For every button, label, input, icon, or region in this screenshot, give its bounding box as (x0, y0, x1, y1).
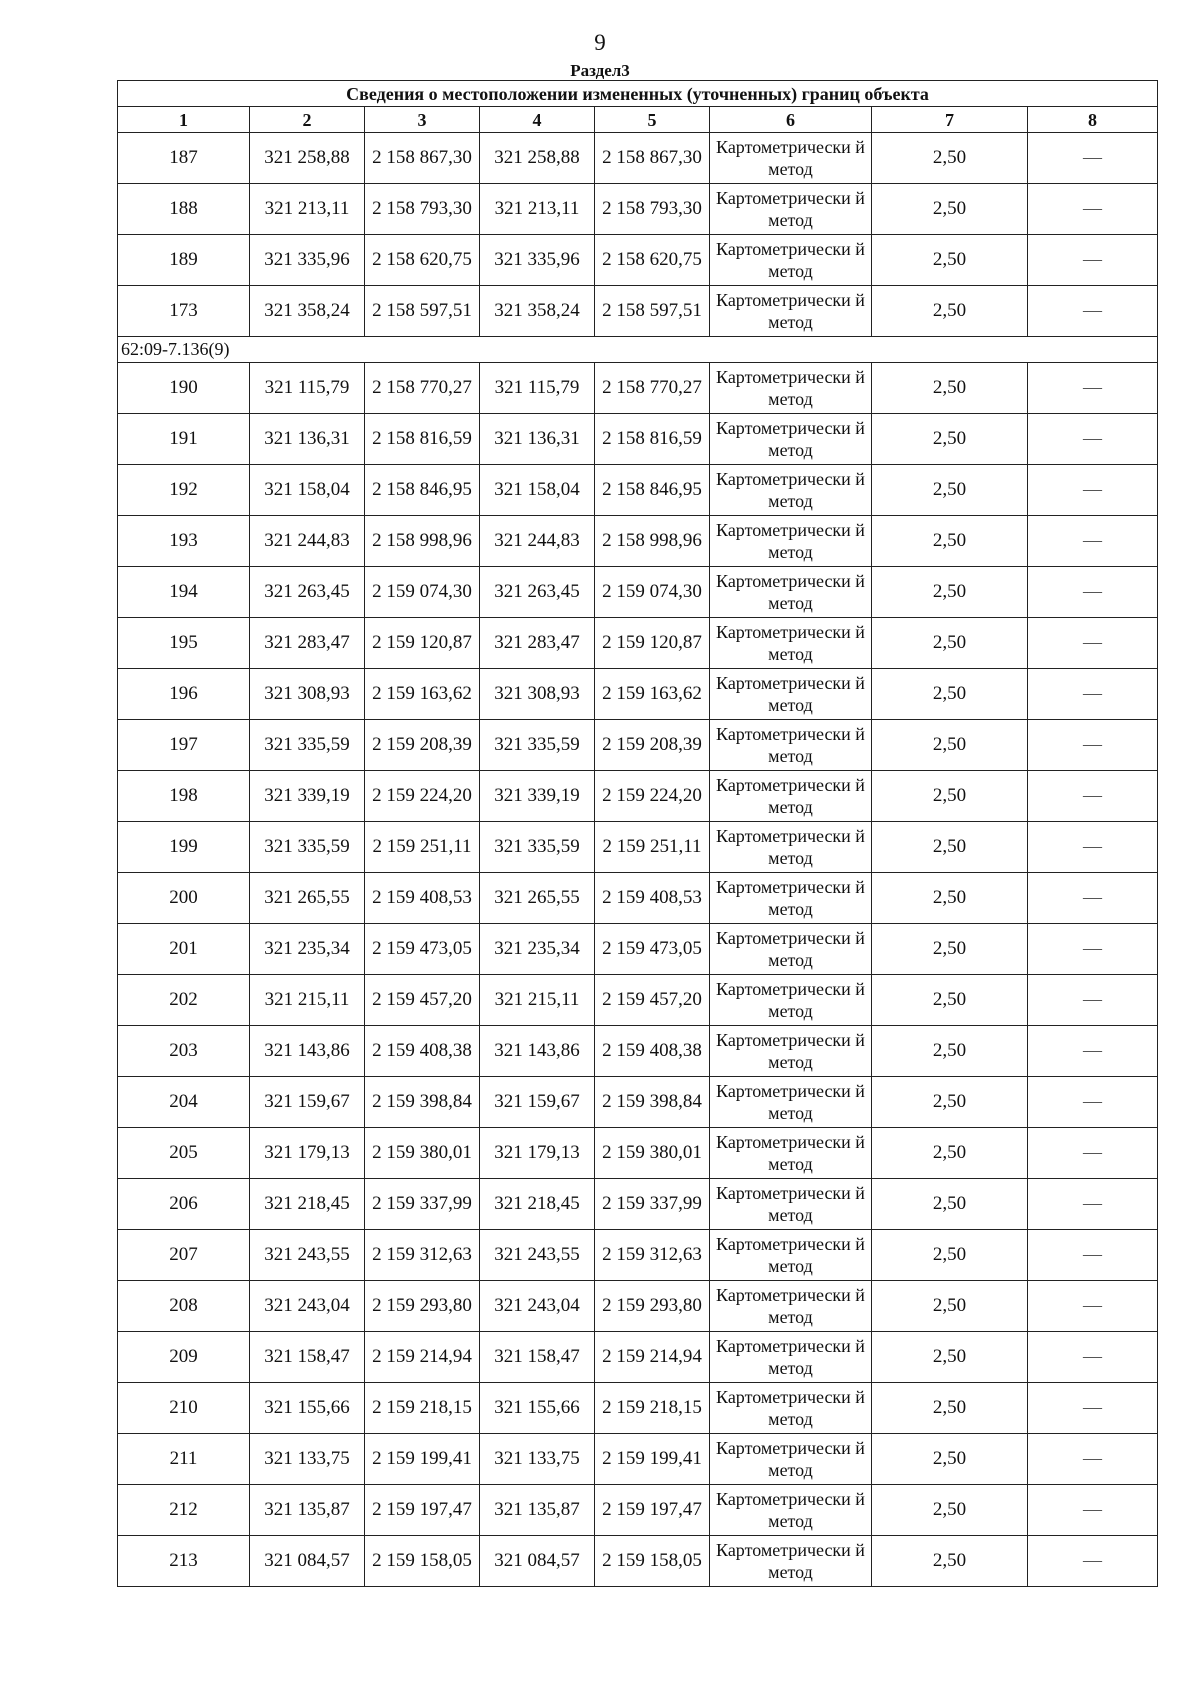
y-new-cell: 2 159 380,01 (595, 1128, 710, 1179)
y-old-cell: 2 159 074,30 (365, 567, 480, 618)
table-row (118, 873, 1158, 924)
accuracy-cell: 2,50 (872, 465, 1028, 516)
y-new-cell: 2 158 770,27 (595, 363, 710, 414)
note-cell: — (1028, 1077, 1158, 1128)
note-cell: — (1028, 1230, 1158, 1281)
note-cell: — (1028, 567, 1158, 618)
accuracy-cell: 2,50 (872, 1077, 1028, 1128)
y-old-cell: 2 158 816,59 (365, 414, 480, 465)
y-new-cell: 2 159 199,41 (595, 1434, 710, 1485)
accuracy-cell: 2,50 (872, 1281, 1028, 1332)
method-cell: Картометрически й метод (710, 516, 872, 567)
y-old-cell: 2 158 620,75 (365, 235, 480, 286)
x-old-cell: 321 235,34 (250, 924, 365, 975)
accuracy-cell: 2,50 (872, 414, 1028, 465)
x-new-cell: 321 335,59 (480, 720, 595, 771)
y-new-cell: 2 159 312,63 (595, 1230, 710, 1281)
method-cell: Картометрически й метод (710, 1332, 872, 1383)
column-number-4: 4 (480, 107, 595, 133)
note-cell: — (1028, 363, 1158, 414)
x-old-cell: 321 263,45 (250, 567, 365, 618)
y-new-cell: 2 159 218,15 (595, 1383, 710, 1434)
point-number-cell: 199 (118, 822, 250, 873)
method-cell: Картометрически й метод (710, 924, 872, 975)
x-old-cell: 321 215,11 (250, 975, 365, 1026)
table-row (118, 235, 1158, 286)
accuracy-cell: 2,50 (872, 1128, 1028, 1179)
x-new-cell: 321 335,96 (480, 235, 595, 286)
note-cell: — (1028, 133, 1158, 184)
method-cell: Картометрически й метод (710, 1179, 872, 1230)
x-new-cell: 321 155,66 (480, 1383, 595, 1434)
group-label: 62:09-7.136(9) (118, 337, 1158, 363)
method-cell: Картометрически й метод (710, 771, 872, 822)
point-number-cell: 201 (118, 924, 250, 975)
y-new-cell: 2 159 163,62 (595, 669, 710, 720)
y-old-cell: 2 159 224,20 (365, 771, 480, 822)
x-old-cell: 321 335,59 (250, 720, 365, 771)
note-cell: — (1028, 924, 1158, 975)
table-caption-row (118, 81, 1158, 107)
y-old-cell: 2 159 214,94 (365, 1332, 480, 1383)
method-cell: Картометрически й метод (710, 465, 872, 516)
table-row (118, 465, 1158, 516)
x-new-cell: 321 243,04 (480, 1281, 595, 1332)
table-row (118, 669, 1158, 720)
point-number-cell: 205 (118, 1128, 250, 1179)
method-cell: Картометрически й метод (710, 235, 872, 286)
x-new-cell: 321 308,93 (480, 669, 595, 720)
boundary-coordinates-table (117, 80, 1158, 1587)
point-number-cell: 190 (118, 363, 250, 414)
x-old-cell: 321 179,13 (250, 1128, 365, 1179)
x-new-cell: 321 215,11 (480, 975, 595, 1026)
y-old-cell: 2 159 337,99 (365, 1179, 480, 1230)
note-cell: — (1028, 771, 1158, 822)
accuracy-cell: 2,50 (872, 1026, 1028, 1077)
x-new-cell: 321 084,57 (480, 1536, 595, 1587)
point-number-cell: 194 (118, 567, 250, 618)
x-new-cell: 321 135,87 (480, 1485, 595, 1536)
y-old-cell: 2 159 293,80 (365, 1281, 480, 1332)
column-number-2: 2 (250, 107, 365, 133)
y-new-cell: 2 159 197,47 (595, 1485, 710, 1536)
point-number-cell: 212 (118, 1485, 250, 1536)
x-new-cell: 321 243,55 (480, 1230, 595, 1281)
table-row (118, 1383, 1158, 1434)
y-new-cell: 2 158 846,95 (595, 465, 710, 516)
accuracy-cell: 2,50 (872, 1485, 1028, 1536)
point-number-cell: 208 (118, 1281, 250, 1332)
table-row (118, 414, 1158, 465)
point-number-cell: 173 (118, 286, 250, 337)
accuracy-cell: 2,50 (872, 924, 1028, 975)
note-cell: — (1028, 184, 1158, 235)
y-new-cell: 2 158 620,75 (595, 235, 710, 286)
point-number-cell: 197 (118, 720, 250, 771)
y-new-cell: 2 158 793,30 (595, 184, 710, 235)
x-old-cell: 321 358,24 (250, 286, 365, 337)
x-new-cell: 321 159,67 (480, 1077, 595, 1128)
note-cell: — (1028, 1179, 1158, 1230)
accuracy-cell: 2,50 (872, 1230, 1028, 1281)
point-number-cell: 206 (118, 1179, 250, 1230)
y-new-cell: 2 158 597,51 (595, 286, 710, 337)
table-row (118, 1077, 1158, 1128)
y-new-cell: 2 159 337,99 (595, 1179, 710, 1230)
point-number-cell: 213 (118, 1536, 250, 1587)
note-cell: — (1028, 618, 1158, 669)
x-old-cell: 321 213,11 (250, 184, 365, 235)
point-number-cell: 203 (118, 1026, 250, 1077)
method-cell: Картометрически й метод (710, 184, 872, 235)
point-number-cell: 192 (118, 465, 250, 516)
x-old-cell: 321 265,55 (250, 873, 365, 924)
x-old-cell: 321 283,47 (250, 618, 365, 669)
table-row (118, 771, 1158, 822)
x-old-cell: 321 258,88 (250, 133, 365, 184)
method-cell: Картометрически й метод (710, 822, 872, 873)
x-old-cell: 321 159,67 (250, 1077, 365, 1128)
table-row (118, 1281, 1158, 1332)
note-cell: — (1028, 1128, 1158, 1179)
point-number-cell: 193 (118, 516, 250, 567)
y-old-cell: 2 159 408,38 (365, 1026, 480, 1077)
x-old-cell: 321 084,57 (250, 1536, 365, 1587)
y-old-cell: 2 159 208,39 (365, 720, 480, 771)
y-old-cell: 2 158 846,95 (365, 465, 480, 516)
point-number-cell: 189 (118, 235, 250, 286)
table-row (118, 1128, 1158, 1179)
y-old-cell: 2 159 457,20 (365, 975, 480, 1026)
table-row (118, 286, 1158, 337)
point-number-cell: 207 (118, 1230, 250, 1281)
note-cell: — (1028, 1026, 1158, 1077)
note-cell: — (1028, 1485, 1158, 1536)
method-cell: Картометрически й метод (710, 1434, 872, 1485)
table-row (118, 822, 1158, 873)
note-cell: — (1028, 1383, 1158, 1434)
note-cell: — (1028, 235, 1158, 286)
y-old-cell: 2 159 120,87 (365, 618, 480, 669)
method-cell: Картометрически й метод (710, 975, 872, 1026)
accuracy-cell: 2,50 (872, 720, 1028, 771)
y-old-cell: 2 159 218,15 (365, 1383, 480, 1434)
x-new-cell: 321 263,45 (480, 567, 595, 618)
x-old-cell: 321 243,04 (250, 1281, 365, 1332)
column-number-1: 1 (118, 107, 250, 133)
method-cell: Картометрически й метод (710, 1281, 872, 1332)
accuracy-cell: 2,50 (872, 618, 1028, 669)
method-cell: Картометрически й метод (710, 1128, 872, 1179)
y-old-cell: 2 159 473,05 (365, 924, 480, 975)
method-cell: Картометрически й метод (710, 414, 872, 465)
x-old-cell: 321 155,66 (250, 1383, 365, 1434)
method-cell: Картометрически й метод (710, 1077, 872, 1128)
x-new-cell: 321 115,79 (480, 363, 595, 414)
table-row (118, 720, 1158, 771)
point-number-cell: 204 (118, 1077, 250, 1128)
x-new-cell: 321 158,04 (480, 465, 595, 516)
note-cell: — (1028, 1434, 1158, 1485)
y-old-cell: 2 159 408,53 (365, 873, 480, 924)
accuracy-cell: 2,50 (872, 873, 1028, 924)
y-new-cell: 2 159 214,94 (595, 1332, 710, 1383)
note-cell: — (1028, 873, 1158, 924)
method-cell: Картометрически й метод (710, 873, 872, 924)
y-new-cell: 2 159 251,11 (595, 822, 710, 873)
x-new-cell: 321 133,75 (480, 1434, 595, 1485)
note-cell: — (1028, 516, 1158, 567)
method-cell: Картометрически й метод (710, 133, 872, 184)
point-number-cell: 211 (118, 1434, 250, 1485)
y-new-cell: 2 159 408,53 (595, 873, 710, 924)
table-row (118, 618, 1158, 669)
y-new-cell: 2 158 867,30 (595, 133, 710, 184)
y-new-cell: 2 159 120,87 (595, 618, 710, 669)
y-new-cell: 2 159 224,20 (595, 771, 710, 822)
y-old-cell: 2 159 163,62 (365, 669, 480, 720)
y-new-cell: 2 158 998,96 (595, 516, 710, 567)
x-new-cell: 321 358,24 (480, 286, 595, 337)
method-cell: Картометрически й метод (710, 1536, 872, 1587)
section-title: Раздел3 (570, 61, 630, 80)
x-new-cell: 321 265,55 (480, 873, 595, 924)
accuracy-cell: 2,50 (872, 184, 1028, 235)
x-old-cell: 321 339,19 (250, 771, 365, 822)
point-number-cell: 188 (118, 184, 250, 235)
x-old-cell: 321 143,86 (250, 1026, 365, 1077)
note-cell: — (1028, 822, 1158, 873)
accuracy-cell: 2,50 (872, 669, 1028, 720)
x-new-cell: 321 283,47 (480, 618, 595, 669)
x-old-cell: 321 218,45 (250, 1179, 365, 1230)
x-new-cell: 321 218,45 (480, 1179, 595, 1230)
x-old-cell: 321 158,04 (250, 465, 365, 516)
x-new-cell: 321 136,31 (480, 414, 595, 465)
note-cell: — (1028, 1332, 1158, 1383)
point-number-cell: 198 (118, 771, 250, 822)
note-cell: — (1028, 414, 1158, 465)
x-new-cell: 321 335,59 (480, 822, 595, 873)
accuracy-cell: 2,50 (872, 235, 1028, 286)
group-label-row (118, 337, 1158, 363)
column-number-8: 8 (1028, 107, 1158, 133)
x-old-cell: 321 135,87 (250, 1485, 365, 1536)
table-row (118, 1026, 1158, 1077)
x-old-cell: 321 243,55 (250, 1230, 365, 1281)
column-number-3: 3 (365, 107, 480, 133)
accuracy-cell: 2,50 (872, 363, 1028, 414)
note-cell: — (1028, 720, 1158, 771)
accuracy-cell: 2,50 (872, 1536, 1028, 1587)
x-old-cell: 321 133,75 (250, 1434, 365, 1485)
point-number-cell: 191 (118, 414, 250, 465)
column-number-5: 5 (595, 107, 710, 133)
table-row (118, 133, 1158, 184)
point-number-cell: 196 (118, 669, 250, 720)
x-new-cell: 321 244,83 (480, 516, 595, 567)
x-old-cell: 321 158,47 (250, 1332, 365, 1383)
table-row (118, 1485, 1158, 1536)
accuracy-cell: 2,50 (872, 133, 1028, 184)
accuracy-cell: 2,50 (872, 1332, 1028, 1383)
y-new-cell: 2 159 408,38 (595, 1026, 710, 1077)
note-cell: — (1028, 465, 1158, 516)
table-row (118, 924, 1158, 975)
method-cell: Картометрически й метод (710, 286, 872, 337)
method-cell: Картометрически й метод (710, 1485, 872, 1536)
accuracy-cell: 2,50 (872, 822, 1028, 873)
method-cell: Картометрически й метод (710, 567, 872, 618)
x-old-cell: 321 335,96 (250, 235, 365, 286)
y-old-cell: 2 158 793,30 (365, 184, 480, 235)
y-new-cell: 2 159 398,84 (595, 1077, 710, 1128)
method-cell: Картометрически й метод (710, 618, 872, 669)
y-old-cell: 2 159 197,47 (365, 1485, 480, 1536)
note-cell: — (1028, 1536, 1158, 1587)
method-cell: Картометрически й метод (710, 669, 872, 720)
y-new-cell: 2 159 158,05 (595, 1536, 710, 1587)
note-cell: — (1028, 286, 1158, 337)
column-number-6: 6 (710, 107, 872, 133)
y-old-cell: 2 159 380,01 (365, 1128, 480, 1179)
point-number-cell: 187 (118, 133, 250, 184)
method-cell: Картометрически й метод (710, 720, 872, 771)
y-new-cell: 2 159 293,80 (595, 1281, 710, 1332)
accuracy-cell: 2,50 (872, 1434, 1028, 1485)
accuracy-cell: 2,50 (872, 975, 1028, 1026)
x-old-cell: 321 136,31 (250, 414, 365, 465)
y-old-cell: 2 159 312,63 (365, 1230, 480, 1281)
method-cell: Картометрически й метод (710, 1383, 872, 1434)
column-number-7: 7 (872, 107, 1028, 133)
accuracy-cell: 2,50 (872, 771, 1028, 822)
y-old-cell: 2 158 597,51 (365, 286, 480, 337)
table-row (118, 1230, 1158, 1281)
y-new-cell: 2 159 208,39 (595, 720, 710, 771)
table-caption: Сведения о местоположении измененных (уточненных) границ объекта (118, 81, 1158, 107)
method-cell: Картометрически й метод (710, 1026, 872, 1077)
accuracy-cell: 2,50 (872, 1179, 1028, 1230)
table-row (118, 1332, 1158, 1383)
x-old-cell: 321 244,83 (250, 516, 365, 567)
x-new-cell: 321 143,86 (480, 1026, 595, 1077)
y-old-cell: 2 159 251,11 (365, 822, 480, 873)
page-number: 9 (594, 30, 606, 55)
point-number-cell: 195 (118, 618, 250, 669)
y-new-cell: 2 159 074,30 (595, 567, 710, 618)
method-cell: Картометрически й метод (710, 363, 872, 414)
table-row (118, 567, 1158, 618)
x-old-cell: 321 335,59 (250, 822, 365, 873)
y-old-cell: 2 158 998,96 (365, 516, 480, 567)
column-number-row (118, 107, 1158, 133)
y-new-cell: 2 158 816,59 (595, 414, 710, 465)
table-row (118, 516, 1158, 567)
point-number-cell: 209 (118, 1332, 250, 1383)
point-number-cell: 210 (118, 1383, 250, 1434)
table-row (118, 363, 1158, 414)
note-cell: — (1028, 669, 1158, 720)
table-row (118, 1434, 1158, 1485)
accuracy-cell: 2,50 (872, 286, 1028, 337)
table-row (118, 184, 1158, 235)
note-cell: — (1028, 975, 1158, 1026)
x-old-cell: 321 308,93 (250, 669, 365, 720)
x-new-cell: 321 258,88 (480, 133, 595, 184)
table-row (118, 975, 1158, 1026)
y-old-cell: 2 158 867,30 (365, 133, 480, 184)
accuracy-cell: 2,50 (872, 516, 1028, 567)
point-number-cell: 202 (118, 975, 250, 1026)
x-new-cell: 321 158,47 (480, 1332, 595, 1383)
accuracy-cell: 2,50 (872, 567, 1028, 618)
y-old-cell: 2 158 770,27 (365, 363, 480, 414)
y-new-cell: 2 159 457,20 (595, 975, 710, 1026)
x-new-cell: 321 179,13 (480, 1128, 595, 1179)
point-number-cell: 200 (118, 873, 250, 924)
x-new-cell: 321 339,19 (480, 771, 595, 822)
method-cell: Картометрически й метод (710, 1230, 872, 1281)
x-old-cell: 321 115,79 (250, 363, 365, 414)
table-row (118, 1536, 1158, 1587)
y-old-cell: 2 159 199,41 (365, 1434, 480, 1485)
x-new-cell: 321 213,11 (480, 184, 595, 235)
y-new-cell: 2 159 473,05 (595, 924, 710, 975)
note-cell: — (1028, 1281, 1158, 1332)
table-body (118, 133, 1158, 1587)
x-new-cell: 321 235,34 (480, 924, 595, 975)
y-old-cell: 2 159 398,84 (365, 1077, 480, 1128)
y-old-cell: 2 159 158,05 (365, 1536, 480, 1587)
table-row (118, 1179, 1158, 1230)
accuracy-cell: 2,50 (872, 1383, 1028, 1434)
